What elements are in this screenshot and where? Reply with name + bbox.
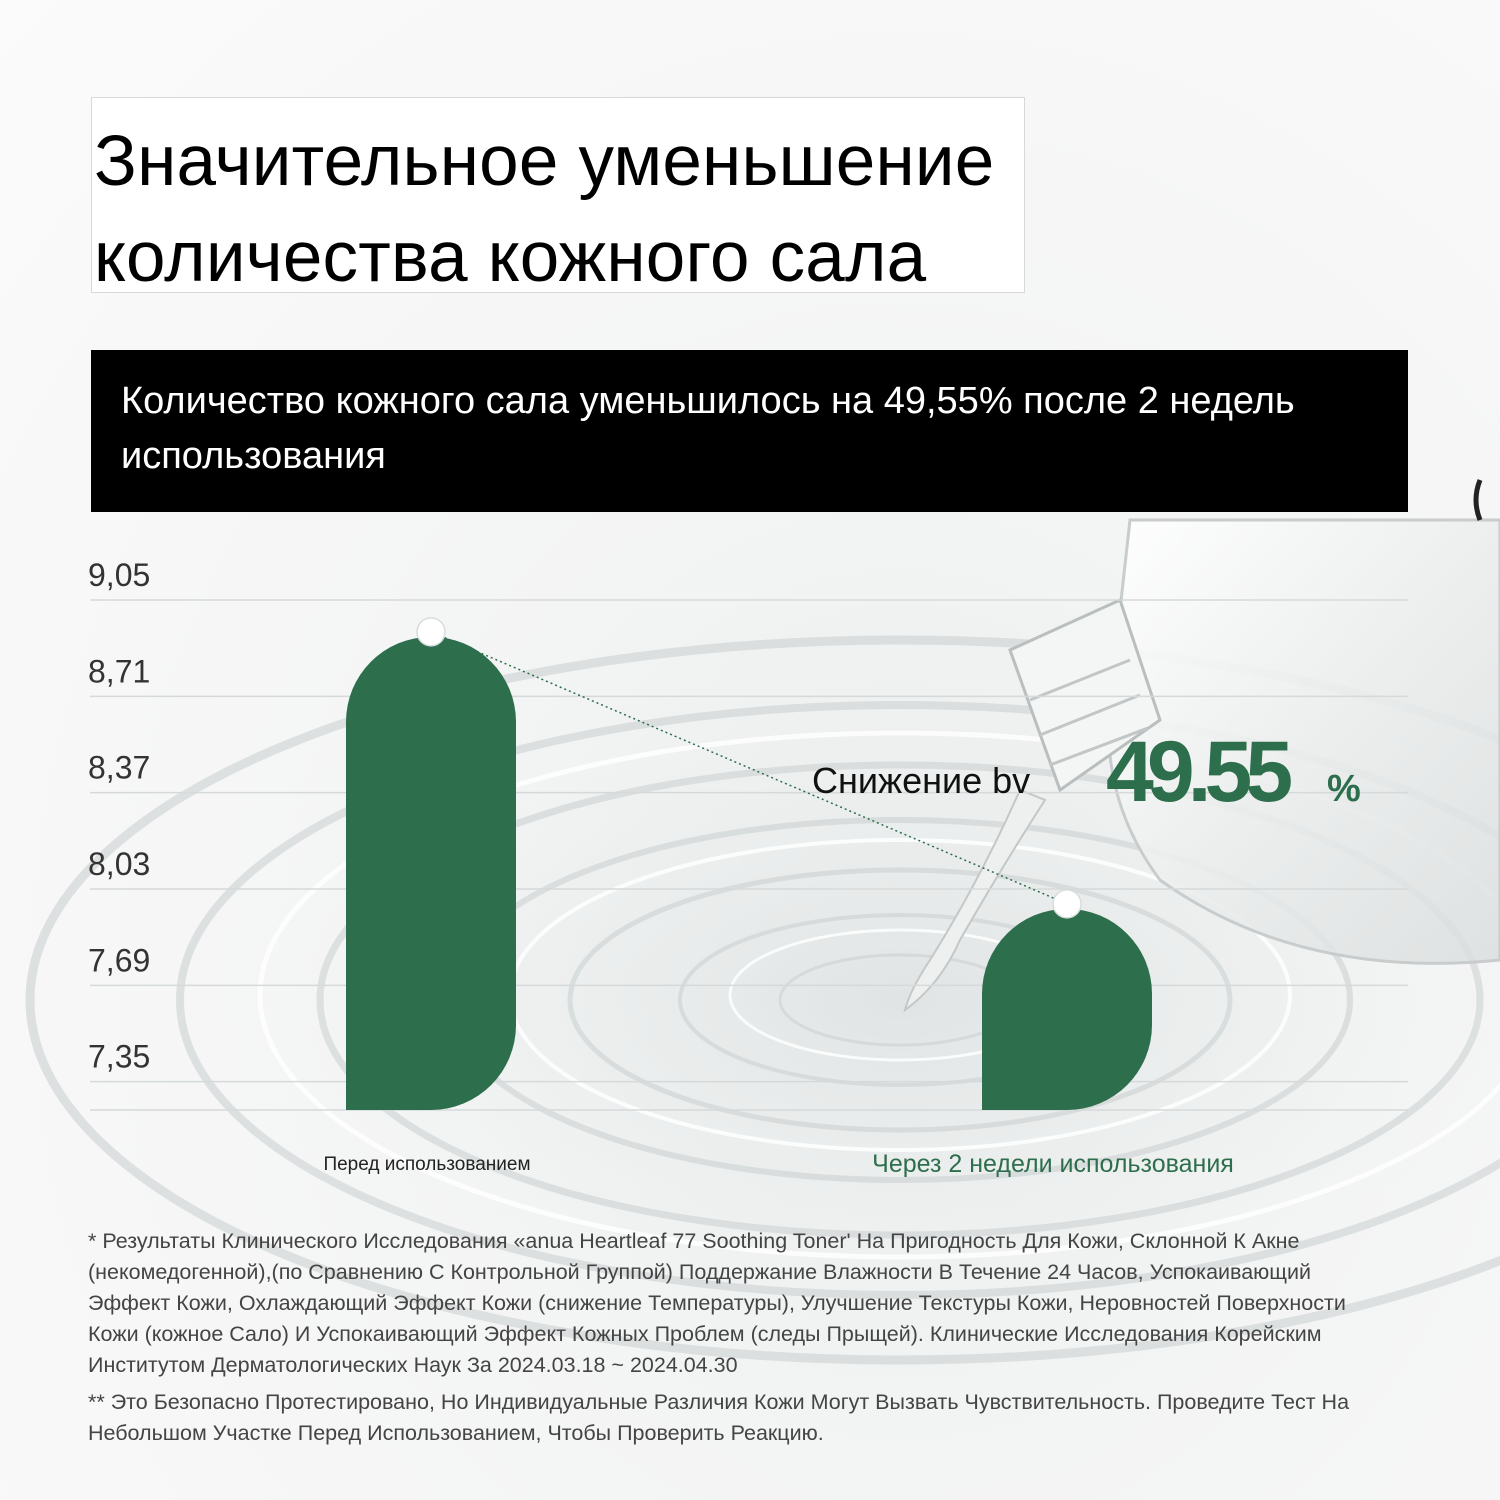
reduction-callout [812,724,1361,820]
banner-text: Количество кожного сала уменьшилось на 49,55% после 2 недель использования [121,380,1295,477]
y-axis-ticks [88,557,150,1075]
bar-before-use [346,637,516,1110]
y-tick-label: 7,69 [88,942,151,979]
title-line-1: Значительное уменьшение [94,122,995,201]
y-tick-label: 9,05 [88,557,151,593]
value-marker [1053,890,1081,918]
y-tick-label: 7,35 [88,1038,151,1075]
callout-value: 49.55 [1106,724,1287,820]
title-line-2: количества кожного сала [94,218,927,297]
footnote-2: ** Это Безопасно Протестировано, Но Индивидуальные Различия Кожи Могут Вызвать Чувствительность. Проведите Тест На Небольшом Участке Перед Использованием, Чтобы Проверить Реакцию. [88,1390,1350,1445]
y-tick-label: 8,71 [88,653,151,690]
y-tick-label: 8,03 [88,846,151,882]
chart-grid [90,600,1408,1110]
bars [346,637,1152,1110]
footnote-1: * Результаты Клинического Исследования «anua Heartleaf 77 Soothing Toner' На Пригодность Для Кожи, Склонной К Акне (некомедогенной),(по Сравнению С Контрольной Группой) Поддержание Влажности В Течение 24 Часов, Успокаивающий Эффект Кожи, Охлаждающий Эффект Кожи (снижение Температуры), Улучшение Текстуры Кожи, Неровностей Поверхности Кожи (кожное Сало) И Успокаивающий Эффект Кожных Проблем (следы Прыщей). Клинические Исследования Корейским Институтом Дерматологических Наук За 2024.03.18 ~ 2024.04.30 [88,1229,1346,1377]
callout-label: Снижение bv [812,760,1031,801]
bar-after-2-weeks [982,909,1152,1110]
x-axis-label: Через 2 недели использования [872,1150,1234,1178]
footnotes [88,1226,1398,1455]
x-axis-labels [323,1150,1233,1178]
x-axis-label: Перед использованием [323,1154,531,1175]
value-marker [417,618,445,646]
callout-unit: % [1327,768,1361,810]
y-tick-label: 8,37 [88,749,151,786]
